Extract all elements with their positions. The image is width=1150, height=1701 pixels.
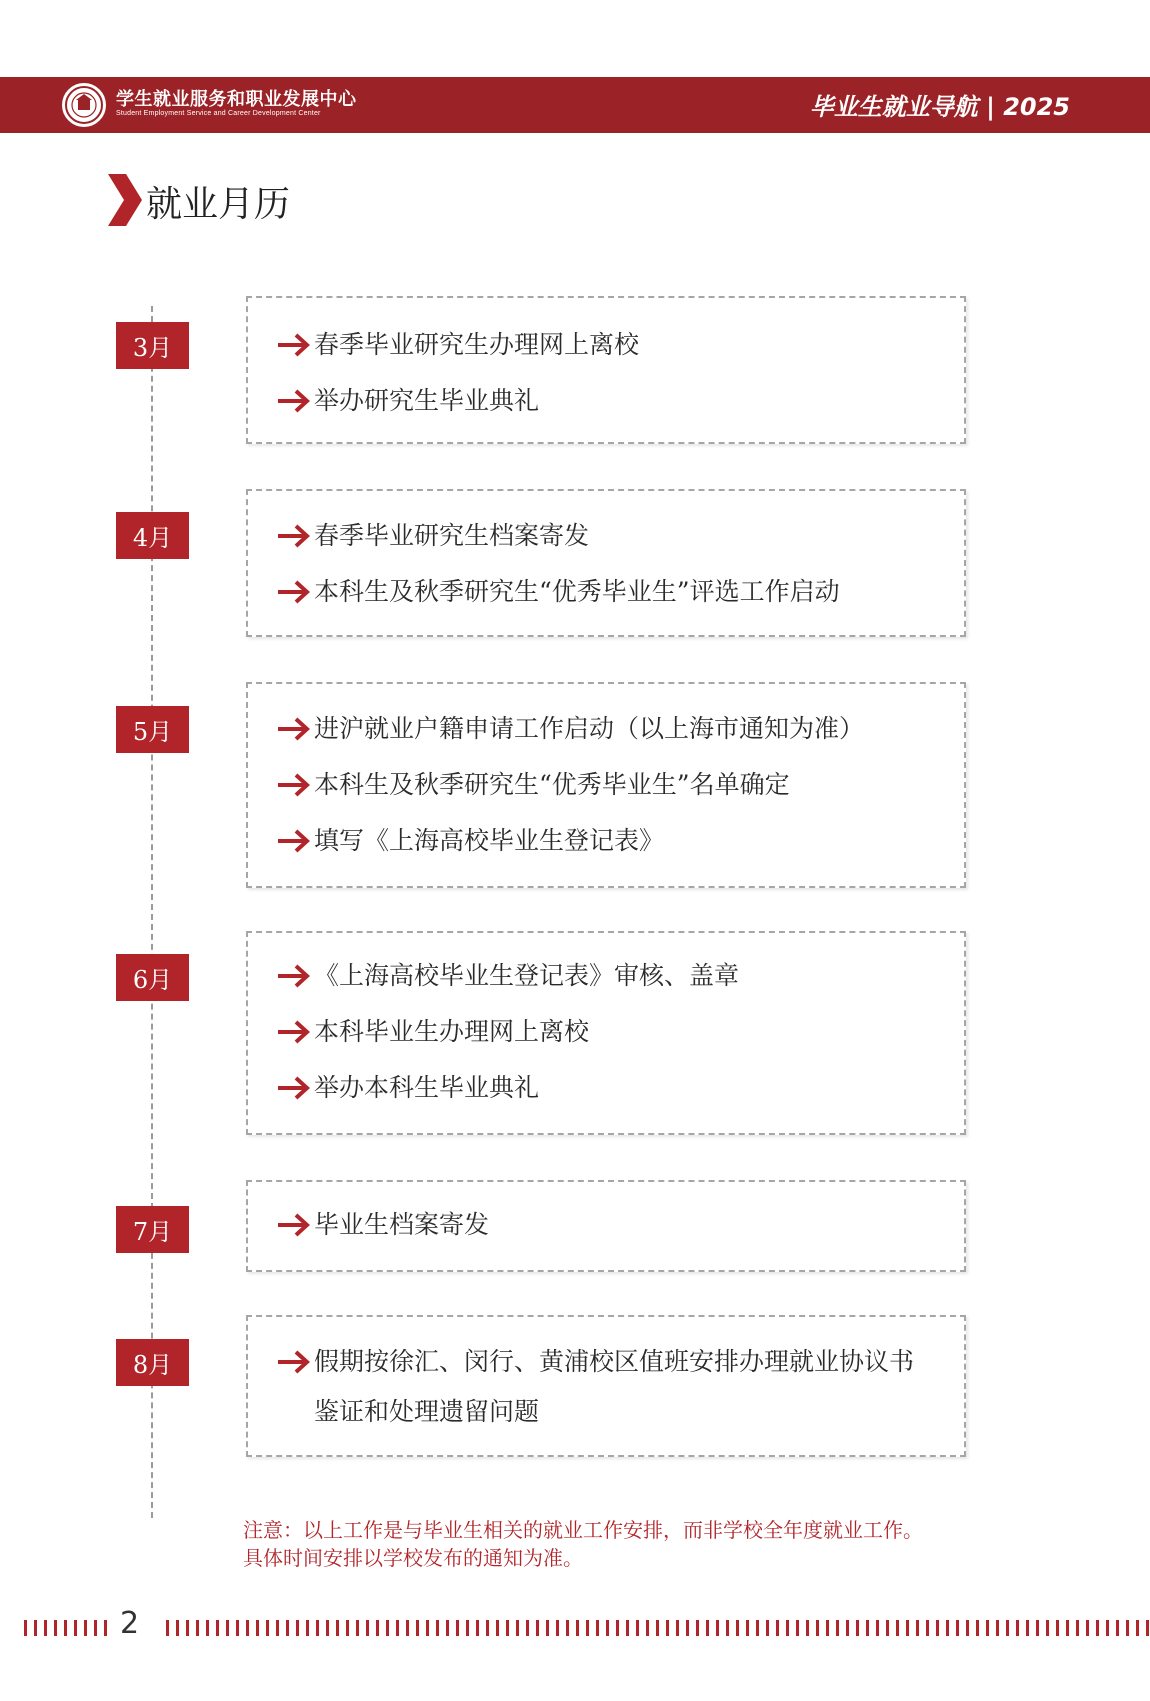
list-item bbox=[276, 328, 639, 362]
note-line: 具体时间安排以学校发布的通知为准。 bbox=[243, 1546, 583, 1570]
event-box bbox=[246, 489, 966, 637]
red-arrow-icon bbox=[276, 1017, 312, 1047]
item-text: 本科生及秋季研究生“优秀毕业生”评选工作启动 bbox=[314, 577, 840, 606]
month-tag: 6月 bbox=[116, 954, 189, 1001]
red-arrow-icon bbox=[276, 330, 312, 360]
guide-title-text: 毕业生就业导航 bbox=[809, 93, 978, 121]
event-box bbox=[246, 296, 966, 444]
list-item bbox=[276, 384, 539, 418]
list-item bbox=[276, 575, 840, 609]
list-item bbox=[276, 519, 589, 553]
list-item bbox=[276, 768, 790, 802]
footer-tick-pattern bbox=[0, 1606, 1150, 1646]
list-item bbox=[276, 959, 739, 993]
list-item bbox=[276, 1015, 589, 1049]
item-text: 本科毕业生办理网上离校 bbox=[314, 1017, 590, 1046]
item-text: 春季毕业研究生办理网上离校 bbox=[314, 330, 640, 359]
note-line: 注意：以上工作是与毕业生相关的就业工作安排，而非学校全年度就业工作。 bbox=[243, 1518, 923, 1542]
list-item bbox=[276, 824, 664, 858]
month-tag: 8月 bbox=[116, 1339, 189, 1386]
list-item bbox=[276, 1071, 539, 1105]
page-number: 2 bbox=[120, 1606, 140, 1641]
header-bar bbox=[0, 77, 1150, 133]
red-arrow-icon bbox=[276, 1073, 312, 1103]
item-text: 毕业生档案寄发 bbox=[314, 1210, 490, 1239]
item-text: 春季毕业研究生档案寄发 bbox=[314, 521, 590, 550]
org-name-en: Student Employment Service and Career Development Center bbox=[116, 110, 321, 117]
item-text: 举办研究生毕业典礼 bbox=[314, 386, 540, 415]
red-arrow-icon bbox=[276, 1210, 312, 1240]
university-seal-icon bbox=[62, 83, 106, 127]
timeline-line bbox=[151, 306, 153, 1518]
red-arrow-icon bbox=[276, 521, 312, 551]
item-text: 填写《上海高校毕业生登记表》 bbox=[314, 826, 665, 855]
list-item bbox=[276, 1345, 914, 1437]
chevron-right-icon bbox=[104, 170, 144, 230]
title-divider: | bbox=[977, 93, 1004, 121]
red-arrow-icon bbox=[276, 961, 312, 991]
note bbox=[243, 1516, 923, 1572]
red-arrow-icon bbox=[276, 386, 312, 416]
org-name: 学生就业服务和职业发展中心 bbox=[116, 89, 357, 110]
item-text: 假期按徐汇、闵行、黄浦校区值班安排办理就业协议书 鉴证和处理遗留问题 bbox=[314, 1347, 915, 1426]
event-box bbox=[246, 682, 966, 888]
footer bbox=[0, 1606, 1150, 1646]
month-tag: 7月 bbox=[116, 1206, 189, 1253]
month-tag: 3月 bbox=[116, 322, 189, 369]
month-tag: 4月 bbox=[116, 512, 189, 559]
red-arrow-icon bbox=[276, 826, 312, 856]
item-text: 本科生及秋季研究生“优秀毕业生”名单确定 bbox=[314, 770, 790, 799]
event-box bbox=[246, 1180, 966, 1272]
red-arrow-icon bbox=[276, 714, 312, 744]
event-box bbox=[246, 1315, 966, 1457]
guide-year: 2025 bbox=[1003, 93, 1070, 121]
red-arrow-icon bbox=[276, 1347, 312, 1377]
event-box bbox=[246, 931, 966, 1135]
page-title: 就业月历 bbox=[146, 184, 291, 225]
list-item bbox=[276, 712, 864, 746]
red-arrow-icon bbox=[276, 770, 312, 800]
list-item bbox=[276, 1208, 489, 1242]
item-text: 举办本科生毕业典礼 bbox=[314, 1073, 540, 1102]
red-arrow-icon bbox=[276, 577, 312, 607]
guide-title bbox=[810, 87, 1070, 122]
month-tag: 5月 bbox=[116, 706, 189, 753]
item-text: 进沪就业户籍申请工作启动（以上海市通知为准） bbox=[314, 714, 865, 743]
item-text: 《上海高校毕业生登记表》审核、盖章 bbox=[314, 961, 740, 990]
